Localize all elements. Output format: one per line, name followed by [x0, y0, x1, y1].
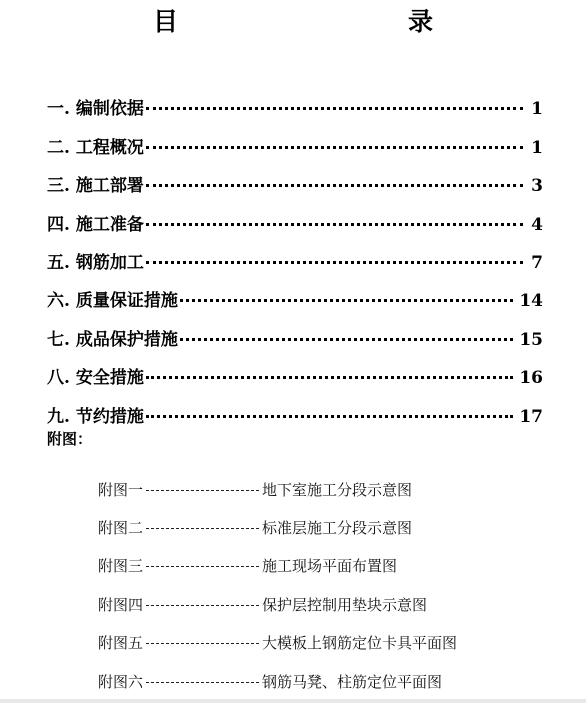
- dash-leader: [146, 566, 259, 567]
- toc-entry-page: 3: [531, 176, 543, 197]
- toc-entry-label: 五. 钢筋加工: [47, 252, 144, 273]
- toc-entry-page: 16: [519, 368, 543, 389]
- toc-entry-label: 一. 编制依据: [47, 99, 144, 120]
- toc-entry-page: 1: [531, 137, 543, 158]
- toc-entry-label: 七. 成品保护措施: [47, 329, 178, 350]
- appendix-item-title: 地下室施工分段示意图: [262, 480, 413, 499]
- appendix-item-title: 保护层控制用垫块示意图: [262, 595, 428, 614]
- appendix-list: [98, 470, 457, 700]
- appendix-item[interactable]: [98, 585, 457, 623]
- dot-leader: [146, 107, 523, 110]
- dash-leader: [146, 528, 259, 529]
- page-bottom-edge: [0, 699, 586, 703]
- toc-entry[interactable]: [47, 81, 543, 119]
- dash-leader: [146, 682, 259, 683]
- dot-leader: [146, 146, 523, 149]
- toc-entry[interactable]: [47, 119, 543, 157]
- page-title: 目 录: [152, 7, 493, 36]
- dot-leader: [146, 415, 513, 418]
- appendix-item[interactable]: [98, 662, 457, 700]
- appendix-item-label: 附图三: [98, 557, 144, 576]
- toc-entry-label: 四. 施工准备: [47, 214, 144, 235]
- dash-leader: [146, 605, 259, 606]
- appendix-item-title: 标准层施工分段示意图: [262, 519, 413, 538]
- toc-entry[interactable]: [47, 350, 543, 388]
- toc-entry-label: 八. 安全措施: [47, 368, 144, 389]
- dot-leader: [146, 261, 523, 264]
- appendix-item[interactable]: [98, 547, 457, 585]
- appendix-item[interactable]: [98, 508, 457, 546]
- dash-leader: [146, 490, 259, 491]
- toc-entry[interactable]: [47, 158, 543, 196]
- dot-leader: [180, 299, 513, 302]
- toc-entry[interactable]: [47, 235, 543, 273]
- dot-leader: [146, 223, 523, 226]
- toc-entry[interactable]: [47, 273, 543, 311]
- toc-entry-page: 1: [531, 99, 543, 120]
- appendix-item-title: 钢筋马凳、柱筋定位平面图: [262, 672, 443, 691]
- toc-entry-page: 17: [519, 406, 543, 427]
- toc-entry-label: 六. 质量保证措施: [47, 291, 178, 312]
- toc-entry-page: 4: [531, 214, 543, 235]
- appendix-item-title: 施工现场平面布置图: [262, 557, 398, 576]
- appendix-item-title: 大模板上钢筋定位卡具平面图: [262, 634, 458, 653]
- appendix-item[interactable]: [98, 624, 457, 662]
- appendix-item-label: 附图五: [98, 634, 144, 653]
- toc-entry[interactable]: [47, 388, 543, 426]
- appendix-item-label: 附图六: [98, 672, 144, 691]
- toc-entry-page: 14: [519, 291, 543, 312]
- dash-leader: [146, 643, 259, 644]
- appendix-item-label: 附图一: [98, 480, 144, 499]
- table-of-contents: [47, 81, 543, 427]
- appendix-item[interactable]: [98, 470, 457, 508]
- toc-entry[interactable]: [47, 311, 543, 349]
- dot-leader: [146, 184, 523, 187]
- toc-entry[interactable]: [47, 196, 543, 234]
- appendix-item-label: 附图四: [98, 595, 144, 614]
- toc-entry-label: 二. 工程概况: [47, 137, 144, 158]
- appendix-item-label: 附图二: [98, 519, 144, 538]
- appendix-heading: 附图：: [47, 430, 93, 448]
- toc-entry-label: 九. 节约措施: [47, 406, 144, 427]
- toc-entry-label: 三. 施工部署: [47, 176, 144, 197]
- toc-entry-page: 15: [519, 329, 543, 350]
- toc-entry-page: 7: [531, 252, 543, 273]
- dot-leader: [180, 338, 513, 341]
- dot-leader: [146, 376, 513, 379]
